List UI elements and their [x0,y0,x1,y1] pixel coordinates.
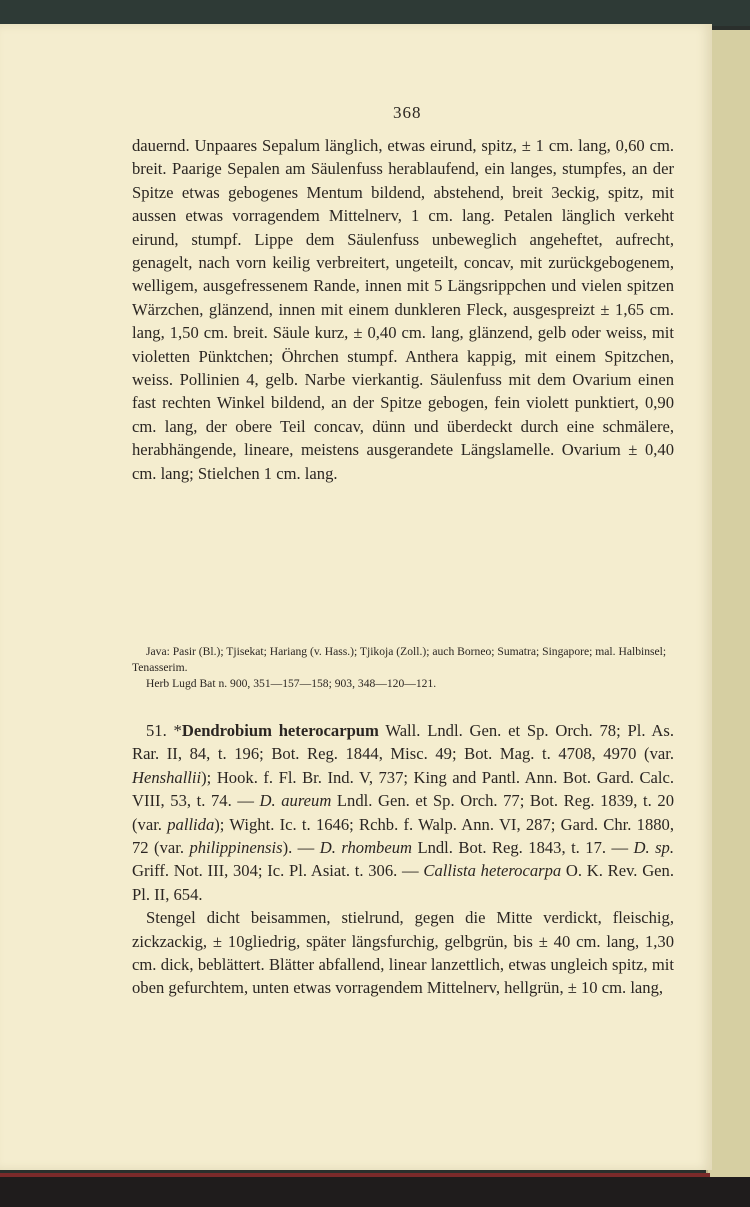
herbarium-numbers: Herb Lugd Bat n. 900, 351—157—158; 903, 348—120—121. [146,677,437,690]
species-name: Dendrobium heterocarpum [181,721,379,740]
description-paragraph [132,134,674,485]
book-bottom-edge [0,1177,750,1207]
page-number: 368 [393,103,422,122]
var-pallida: pallida [167,814,215,834]
citation-g: Griff. Not. III, 304; Ic. Pl. Asiat. t. 306. — [132,861,424,881]
citation-e: ). — [282,838,320,858]
localities: Java: Pasir (Bl.); Tjisekat; Hariang (v. Hass.); Tjikoja (Zoll.); auch Borneo; Sumatra; Singapore; mal. Halbinsel; Tenasserim. [132,645,667,674]
var-philippinensis: philippinensis [189,838,283,858]
syn-aureum: D. aureum [259,791,332,811]
citation-c: Lndl. Gen. et Sp. Orch. 77; Bot. Reg. 1839, t. 20 (var. [132,791,674,834]
book-right-edge [706,30,750,1180]
book-top-edge [0,0,750,26]
specimen-references [132,644,674,692]
paragraph-1: dauernd. Unpaares Sepalum länglich, etwas eirund, spitz, ± 1 cm. lang, 0,60 cm. breit. Paarige Sepalen am Säulenfuss herablaufend, ein langes, stumpfes, an der Spitze etwas gebogenes Mentum bildend, abstehend, breit 3eckig, spitz, mit aussen etwas vorragendem Mittelnerv, 1 cm. lang. Petalen länglich verkeht eirund, stumpf. Lippe dem Säulenfuss unbeweglich angeheftet, aufrecht, genagelt, nach vorn keilig verbreitert, ungeteilt, concav, mit zurückgebogenem, welligem, ausgefressenem Rande, innen mit 5 Längsrippchen und vielen spitzen Wärzchen, glänzend, innen mit einem dunkleren Fleck, ausgespreizt ± 1,65 cm. lang, 1,50 cm. breit. Säule kurz, ± 0,40 cm. lang, glänzend, gelb oder weiss, mit violetten Pünktchen; Öhrchen stumpf. Anthera kappig, mit einem Spitzchen, weiss. Pollinien 4, gelb. Narbe vierkantig. Säulenfuss mit dem Ovarium einen fast rechten Winkel bildend, an der Spitze gebogen, fein violett punktiert, 0,90 cm. lang, der obere Teil concav, dünn und überdeckt durch eine schmälere, herabhängende, lineare, meistens ausgerandete Längslamelle. Ovarium ± 0,40 cm. lang; Stielchen 1 cm. lang. [132,136,674,483]
paragraph-2: Stengel dicht beisammen, stielrund, gegen die Mitte verdickt, fleischig, zickzackig, ± 10gliedrig, später längsfurchig, gelbgrün, bis ± 40 cm. lang, 1,30 cm. dick, beblättert. Blätter abfallend, linear lanzettlich, etwas ungleich spitz, mit oben gefurchtem, unten etwas vorragendem Mittelnerv, hellgrün, ± 10 cm. lang, [132,908,674,998]
book-page [0,24,712,1170]
citation-b: ); Hook. f. Fl. Br. Ind. V, 737; King and Pantl. Ann. Bot. Gard. Calc. VIII, 53, t. 74. — [132,767,674,811]
var-henshallii: Henshallii [132,767,202,787]
citation-f: Lndl. Bot. Reg. 1843, t. 17. — [412,838,634,858]
species-number: 51. * [146,721,182,740]
syn-rhombeum: D. rhombeum [319,838,412,858]
citation-h: O. K. Rev. Gen. Pl. II, 654. [132,861,674,904]
citation-a: Wall. Lndl. Gen. et Sp. Orch. 78; Pl. As. Rar. II, 84, t. 196; Bot. Reg. 1844, Misc. 49; Bot. Mag. t. 4708, 4970 (var. [132,721,674,764]
citation-d: ); Wight. Ic. t. 1646; Rchb. f. Walp. Ann. VI, 287; Gard. Chr. 1880, 72 (var. [132,814,674,858]
syn-callista: Callista heterocarpa [423,861,562,881]
syn-sp: D. sp. [633,838,674,858]
species-citation [132,719,674,906]
species-entry [132,719,674,1000]
